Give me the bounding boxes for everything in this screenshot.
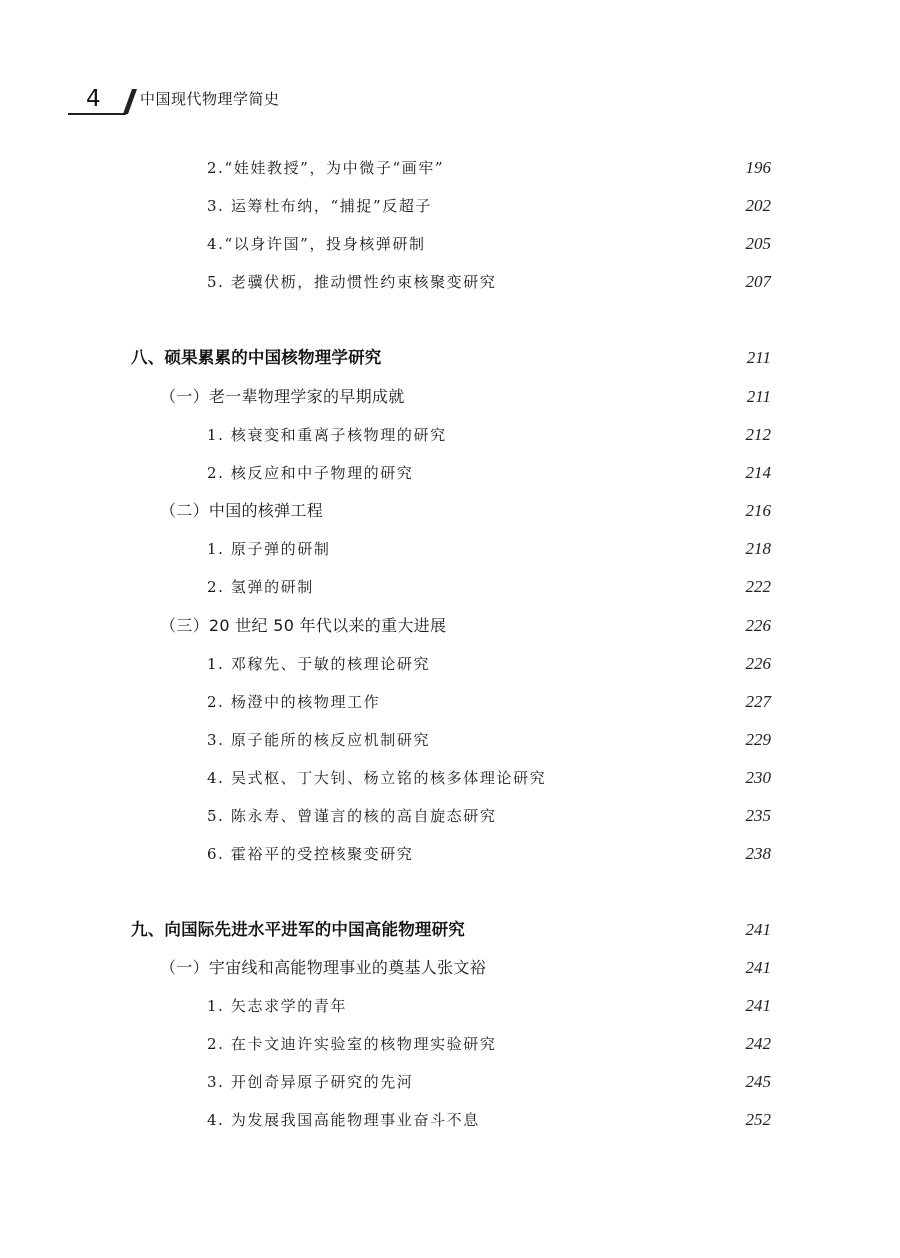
toc-section-page: 216 (745, 501, 771, 520)
toc-entry (207, 727, 771, 753)
toc-section-page: 211 (746, 387, 771, 406)
toc-chapter (131, 345, 771, 371)
header-rule (68, 113, 126, 115)
book-title: 中国现代物理学简史 (140, 90, 280, 108)
toc-entry (207, 841, 771, 867)
toc-entry-page: 202 (745, 196, 771, 215)
toc-entry-page: 252 (745, 1110, 771, 1129)
toc-entry-title: 3. 原子能所的核反应机制研究 (207, 731, 431, 749)
toc-section (160, 613, 771, 639)
toc-entry-page: 241 (745, 996, 771, 1015)
toc-entry-page: 229 (745, 730, 771, 749)
toc-entry (207, 993, 771, 1019)
toc-entry (207, 155, 771, 181)
toc-chapter-page: 211 (746, 348, 771, 367)
toc-entry-page: 245 (745, 1072, 771, 1091)
toc-entry-page: 214 (745, 463, 771, 482)
toc-entry-page: 196 (745, 158, 771, 177)
toc-entry (207, 689, 771, 715)
toc-section-title: （三）20 世纪 50 年代以来的重大进展 (160, 616, 447, 635)
toc-chapter-title: 八、硕果累累的中国核物理学研究 (131, 348, 382, 367)
toc-entry (207, 460, 771, 486)
toc-entry-page: 230 (745, 768, 771, 787)
toc-chapter-page: 241 (745, 920, 771, 939)
toc-entry-page: 242 (745, 1034, 771, 1053)
toc-entry-title: 2.“娃娃教授”，为中微子“画牢” (207, 159, 445, 177)
toc-entry-page: 238 (745, 844, 771, 863)
toc-entry (207, 269, 771, 295)
toc-entry-title: 2. 氢弹的研制 (207, 578, 314, 596)
toc-entry-page: 218 (745, 539, 771, 558)
toc-entry-title: 5. 老骥伏枥，推动惯性约束核聚变研究 (207, 273, 497, 291)
toc-entry-title: 1. 邓稼先、于敏的核理论研究 (207, 655, 431, 673)
toc-chapter (131, 917, 771, 943)
header-slash-mark (123, 89, 137, 114)
toc-entry-title: 6. 霍裕平的受控核聚变研究 (207, 845, 414, 863)
toc-entry-page: 227 (745, 692, 771, 711)
toc-section-title: （一）老一辈物理学家的早期成就 (160, 387, 405, 406)
toc-entry (207, 422, 771, 448)
toc-entry-title: 4. 吴式枢、丁大钊、杨立铭的核多体理论研究 (207, 769, 547, 787)
page-number: 4 (86, 86, 101, 112)
toc-entry (207, 1107, 771, 1133)
toc-entry-page: 235 (745, 806, 771, 825)
toc-entry (207, 231, 771, 257)
toc-section (160, 955, 771, 981)
toc-section-page: 226 (745, 616, 771, 635)
toc-entry-title: 4. 为发展我国高能物理事业奋斗不息 (207, 1111, 480, 1129)
toc-entry-title: 1. 核衰变和重离子核物理的研究 (207, 426, 447, 444)
toc-entry-page: 212 (745, 425, 771, 444)
toc-entry-page: 222 (745, 577, 771, 596)
toc-entry-title: 5. 陈永寿、曾谨言的核的高自旋态研究 (207, 807, 497, 825)
toc-entry (207, 193, 771, 219)
toc-section (160, 384, 771, 410)
running-header (68, 86, 288, 116)
toc-entry-title: 1. 矢志求学的青年 (207, 997, 348, 1015)
toc-entry-title: 1. 原子弹的研制 (207, 540, 331, 558)
toc-entry-title: 2. 在卡文迪许实验室的核物理实验研究 (207, 1035, 497, 1053)
toc-entry (207, 803, 771, 829)
toc-entry-title: 3. 开创奇异原子研究的先河 (207, 1073, 414, 1091)
toc-section-title: （一）宇宙线和高能物理事业的奠基人张文裕 (160, 958, 487, 977)
toc-section (160, 498, 771, 524)
toc-entry-page: 207 (745, 272, 771, 291)
toc-entry-title: 2. 核反应和中子物理的研究 (207, 464, 414, 482)
toc-entry (207, 1031, 771, 1057)
toc-entry-page: 205 (745, 234, 771, 253)
toc-entry (207, 574, 771, 600)
toc-entry-page: 226 (745, 654, 771, 673)
toc-section-title: （二）中国的核弹工程 (160, 501, 324, 520)
toc-entry (207, 651, 771, 677)
toc-entry (207, 536, 771, 562)
toc-entry-title: 2. 杨澄中的核物理工作 (207, 693, 381, 711)
toc-section-page: 241 (745, 958, 771, 977)
toc-entry-title: 3. 运筹杜布纳，“捕捉”反超子 (207, 197, 433, 215)
toc-entry (207, 1069, 771, 1095)
toc-entry (207, 765, 771, 791)
toc-chapter-title: 九、向国际先进水平进军的中国高能物理研究 (131, 920, 465, 939)
toc-entry-title: 4.“以身许国”，投身核弹研制 (207, 235, 426, 253)
